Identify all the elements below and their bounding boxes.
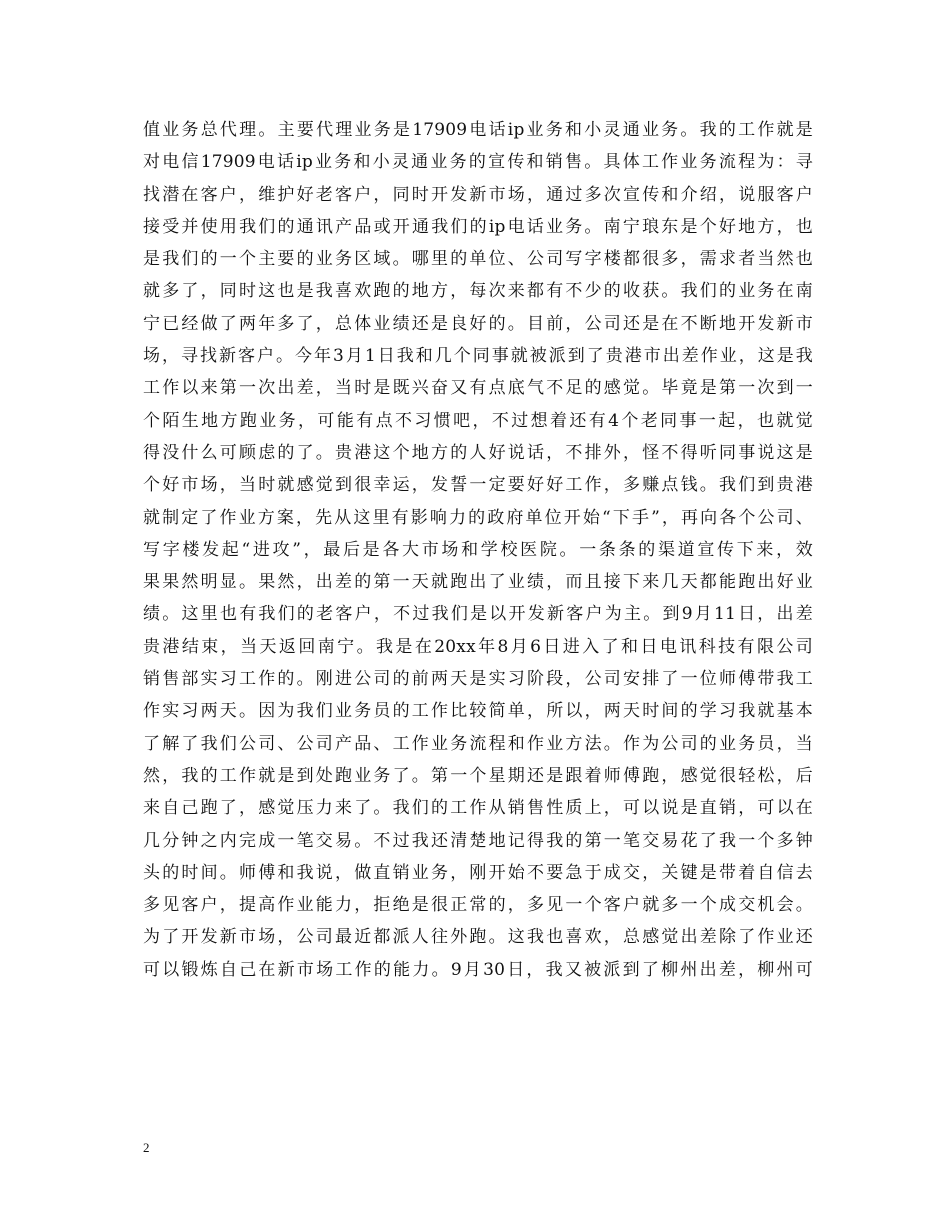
text-line: 工作以来第一次出差，当时是既兴奋又有点底气不足的感觉。毕竟是第一次到一 bbox=[143, 378, 813, 399]
text-line: 果果然明显。果然，出差的第一天就跑出了业绩，而且接下来几天都能跑出好业 bbox=[143, 572, 813, 593]
text-line: 是我们的一个主要的业务区域。哪里的单位、公司写字楼都很多，需求者当然也 bbox=[143, 249, 813, 270]
text-line: 为了开发新市场，公司最近都派人往外跑。这我也喜欢，总感觉出差除了作业还 bbox=[143, 927, 813, 948]
text-line: 个陌生地方跑业务，可能有点不习惯吧，不过想着还有4个老同事一起，也就觉 bbox=[143, 410, 813, 431]
text-line: 几分钟之内完成一笔交易。不过我还清楚地记得我的第一笔交易花了我一个多钟 bbox=[143, 830, 813, 851]
text-line: 就多了，同时这也是我喜欢跑的地方，每次来都有不少的收获。我们的业务在南 bbox=[143, 281, 813, 302]
text-line: 宁已经做了两年多了，总体业绩还是良好的。目前，公司还是在不断地开发新市 bbox=[143, 313, 813, 334]
text-line: 场，寻找新客户。今年3月1日我和几个同事就被派到了贵港市出差作业，这是我 bbox=[143, 346, 813, 367]
text-line: 值业务总代理。主要代理业务是17909电话ip业务和小灵通业务。我的工作就是 bbox=[143, 120, 813, 140]
text-line: 对电信17909电话ip业务和小灵通业务的宣传和销售。具体工作业务流程为：寻 bbox=[143, 152, 813, 173]
text-line: 找潜在客户，维护好老客户，同时开发新市场，通过多次宣传和介绍，说服客户 bbox=[143, 184, 813, 205]
text-line: 就制定了作业方案，先从这里有影响力的政府单位开始“下手”，再向各个公司、 bbox=[143, 507, 813, 528]
text-line: 接受并使用我们的通讯产品或开通我们的ip电话业务。南宁琅东是个好地方，也 bbox=[143, 216, 813, 237]
text-line: 绩。这里也有我们的老客户，不过我们是以开发新客户为主。到9月11日，出差 bbox=[143, 604, 813, 625]
page-number: 2 bbox=[143, 1140, 150, 1155]
text-line: 了解了我们公司、公司产品、工作业务流程和作业方法。作为公司的业务员，当 bbox=[143, 733, 813, 754]
text-line: 来自己跑了，感觉压力来了。我们的工作从销售性质上，可以说是直销，可以在 bbox=[143, 798, 813, 819]
text-line: 多见客户，提高作业能力，拒绝是很正常的，多见一个客户就多一个成交机会。 bbox=[143, 895, 813, 916]
text-line: 个好市场，当时就感觉到很幸运，发誓一定要好好工作，多赚点钱。我们到贵港 bbox=[143, 475, 813, 496]
body-text bbox=[143, 114, 813, 986]
text-line: 可以锻炼自己在新市场工作的能力。9月30日，我又被派到了柳州出差，柳州可 bbox=[143, 959, 813, 980]
text-line: 得没什么可顾虑的了。贵港这个地方的人好说话，不排外，怪不得听同事说这是 bbox=[143, 442, 813, 463]
text-line: 作实习两天。因为我们业务员的工作比较简单，所以，两天时间的学习我就基本 bbox=[143, 701, 813, 722]
text-line: 贵港结束，当天返回南宁。我是在20xx年8月6日进入了和日电讯科技有限公司 bbox=[143, 636, 813, 657]
text-line: 头的时间。师傅和我说，做直销业务，刚开始不要急于成交，关键是带着自信去 bbox=[143, 862, 813, 883]
text-line: 写字楼发起“进攻”，最后是各大市场和学校医院。一条条的渠道宣传下来，效 bbox=[143, 539, 813, 560]
text-line: 然，我的工作就是到处跑业务了。第一个星期还是跟着师傅跑，感觉很轻松，后 bbox=[143, 765, 813, 786]
text-line: 销售部实习工作的。刚进公司的前两天是实习阶段，公司安排了一位师傅带我工 bbox=[143, 669, 813, 690]
